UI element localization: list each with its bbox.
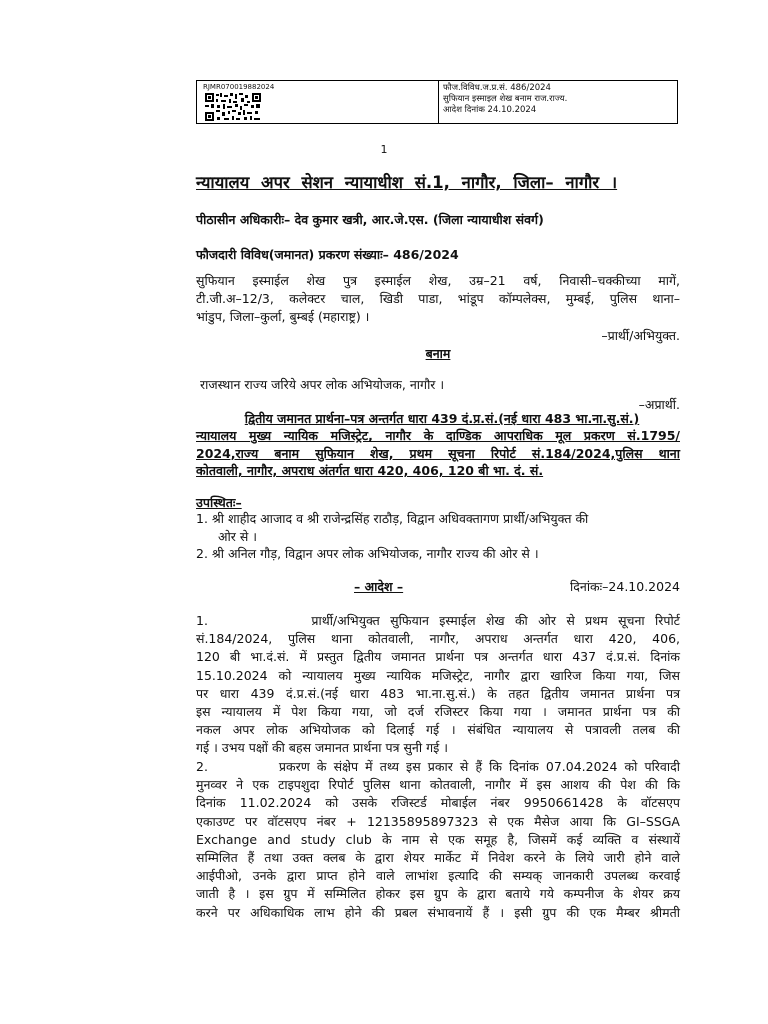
para2-line: Exchange and study club के नाम से एक समूह है, जिसमें कई व्यक्ति व संस्थायें (196, 831, 680, 847)
header-parties: सुफियान इस्माइल शेख बनाम राज.राज्य. (443, 94, 568, 104)
order-date: दिनांकः–24.10.2024 (570, 579, 680, 594)
present-item: ओर से । (218, 528, 258, 544)
para2-line: आईपीओ, उनके द्वारा प्राप्त होने वाले लाभांश इत्यादि की सम्यक् जानकारी उपलब्ध करवाई (196, 868, 680, 884)
subject-line: 2024,राज्य बनाम सुफियान शेख, प्रथम सूचना रिपोर्ट सं.184/2024,पुलिस थाना (196, 445, 680, 461)
para2-line: एकाउण्ट पर वॉटसएप नंबर + 12135895897323 से एक मैसेज आया कि GI–SSGA (196, 813, 680, 829)
qr-code-icon (205, 93, 261, 121)
header-right-cell (439, 81, 677, 123)
subject-block (196, 410, 680, 480)
applicant-line: सुफियान इस्माईल शेख पुत्र इस्माईल शेख, उम्र–21 वर्ष, निवासी–चक्कीच्या मागें, (196, 273, 680, 288)
header-case-no: फौज.विविध.ज.प्र.सं. 486/2024 (443, 83, 551, 93)
respondent-role: –अप्रार्थी. (638, 397, 680, 412)
case-number: फौजदारी विविध(जमानत) प्रकरण संख्याः– 486/2024 (196, 247, 459, 262)
applicant-line: टी.जी.अ–12/3, कलेक्टर चाल, खिडी पाडा, भांडूप कॉम्पलेक्स, मुम्बई, पुलिस थाना– (196, 291, 680, 307)
case-code: RJMR070019882024 (203, 83, 275, 91)
paragraph-1 (196, 612, 680, 758)
para1-line: नकल अपर लोक अभियोजक को दिलाई गई । संबंधित न्यायालय से पत्रावली तलब की (196, 722, 680, 738)
applicant-block (196, 272, 680, 345)
para2-line: 2. प्रकरण के संक्षेप में तथ्य इस प्रकार से हैं कि दिनांक 07.04.2024 को परिवादी (196, 759, 680, 774)
applicant-role: –प्रार्थी/अभियुक्त. (601, 327, 680, 343)
present-item: 1. श्री शाहीद आजाद व श्री राजेन्द्रसिंह राठौड़, विद्वान अधिवक्तागण प्रार्थी/अभियुक्त की (196, 511, 589, 526)
header-order-date: आदेश दिनांक 24.10.2024 (443, 105, 537, 115)
subject-line: न्यायालय मुख्य न्यायिक मजिस्ट्रेट, नागौर के दाण्डिक आपराधिक मूल प्रकरण सं.1795/ (196, 428, 680, 444)
para1-line: पर धारा 439 दं.प्र.सं.(नई धारा 483 भा.ना.सु.सं.) के तहत द्वितीय जमानत प्रार्थना पत्र (196, 685, 680, 701)
para1-line: इस न्यायालय में पेश किया गया, जो दर्ज रजिस्टर किया गया । जमानत प्रार्थना पत्र की (196, 704, 680, 720)
para2-line: दिनांक 11.02.2024 को उसके रजिस्टर्ड मोबाईल नंबर 9950661428 के वॉटसएप (196, 795, 680, 811)
para1-line: 1. प्रार्थी/अभियुक्त सुफियान इस्माईल शेख की ओर से प्रथम सूचना रिपोर्ट (196, 613, 680, 628)
court-title: न्यायालय अपर सेशन न्यायाधीश सं.1, नागौर, जिला– नागौर । (196, 173, 618, 192)
para1-line: सं.184/2024, पुलिस थाना कोतवाली, नागौर, अपराध अन्तर्गत धारा 420, 406, (196, 631, 680, 647)
subject-line: द्वितीय जमानत प्रार्थना–पत्र अन्तर्गत धारा 439 दं.प्र.सं.(नई धारा 483 भा.ना.सु.सं.) (244, 411, 640, 426)
order-heading: – आदेश – (354, 579, 404, 594)
presiding-officer: पीठासीन अधिकारीः– देव कुमार खत्री, आर.जे.एस. (जिला न्यायाधीश संवर्ग) (196, 212, 544, 227)
para2-line: जाती है । इस ग्रुप में सम्मिलित होकर इस ग्रुप के द्वारा बताये गये कम्पनीज के शेयर क्रय (196, 886, 680, 902)
present-item: 2. श्री अनिल गौड़, विद्वान अपर लोक अभियोजक, नागौर राज्य की ओर से । (196, 546, 539, 561)
present-list (196, 510, 680, 563)
para1-line: गई । उभय पक्षों की बहस जमानत प्रार्थना पत्र सुनी गई । (196, 740, 448, 756)
para2-line: सम्मिलित हैं तथा उक्त क्लब के द्वारा शेयर मार्केट में निवेश करने के लिये जारी होने वाले (196, 850, 680, 866)
applicant-line: भांडुप, जिला–कुर्ला, बुम्बई (महाराष्ट्र) । (196, 309, 370, 325)
para1-line: 15.10.2024 को न्यायालय मुख्य न्यायिक मजिस्ट्रेट, नागौर द्वारा खारिज किया गया, जिस (196, 667, 680, 683)
paragraph-2 (196, 758, 680, 922)
respondent-line: राजस्थान राज्य जरिये अपर लोक अभियोजक, नागौर । (200, 377, 445, 392)
versus-label: बनाम (425, 346, 451, 361)
header-left-cell (197, 81, 439, 123)
para2-line: मुनव्वर ने एक टाइपशुदा रिपोर्ट पुलिस थाना कोतवाली, नागौर में इस आशय की पेश की कि (196, 777, 680, 793)
present-heading: उपस्थितः– (196, 495, 242, 510)
para1-line: 120 बी भा.दं.सं. में प्रस्तुत द्वितीय जमानत प्रार्थना पत्र अन्तर्गत धारा 437 दं.प्र.सं. दिनांक (196, 649, 680, 665)
page-number: 1 (380, 143, 388, 156)
subject-line: कोतवाली, नागौर, अपराध अंतर्गत धारा 420, 406, 120 बी भा. दं. सं. (196, 463, 544, 479)
para2-line: करने पर अधिकाधिक लाभ होने की प्रबल संभावनायें हैं । इसी ग्रुप की एक मैम्बर श्रीमती (196, 904, 680, 920)
case-header-box (196, 80, 678, 124)
